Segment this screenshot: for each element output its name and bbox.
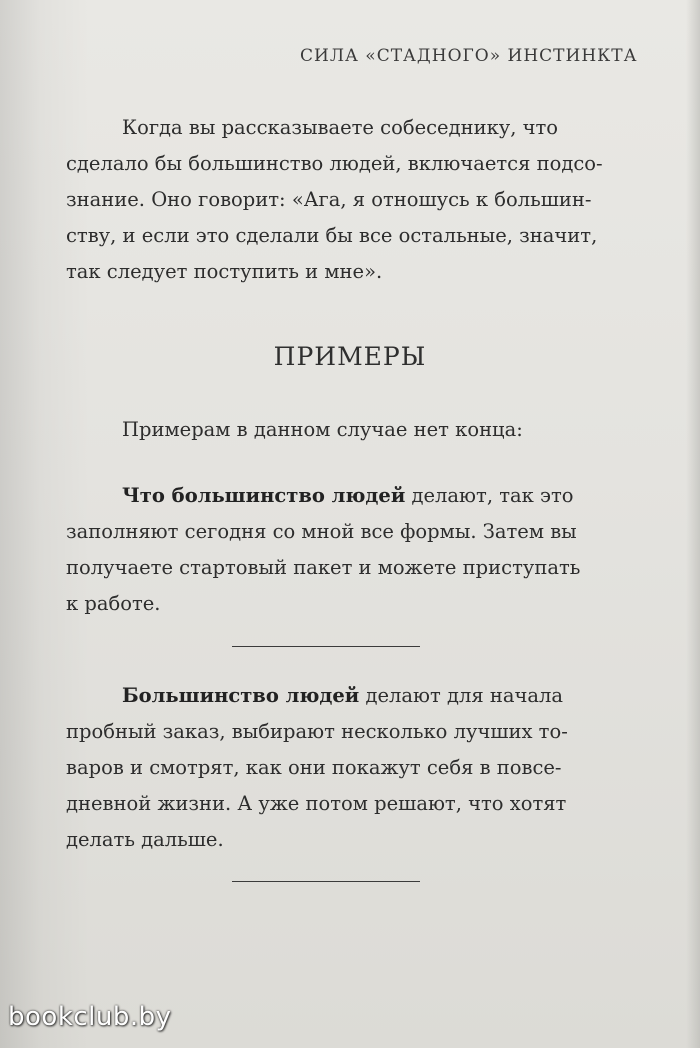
intro-line-1: Когда вы рассказываете собеседнику, что [122,116,559,139]
example-2 [66,678,612,858]
intro-line-2: сделало бы большинство людей, включается подсо- [66,152,603,175]
example-2-line-5: делать дальше. [66,828,224,851]
example-2-first-line [66,678,612,714]
example-1-line-2: заполняют сегодня со мной все формы. Затем вы [66,520,577,543]
examples-intro [66,412,612,448]
example-1 [66,478,612,622]
example-1-line-3: получаете стартовый пакет и можете приступать [66,556,581,579]
section-heading: ПРИМЕРЫ [273,342,427,371]
example-2-line-4: дневной жизни. А уже потом решают, что хотят [66,792,567,815]
intro-line-3: знание. Оно говорит: «Ага, я отношусь к большин- [66,188,592,211]
example-1-first-line [66,478,612,514]
separator-rule-2 [232,881,420,882]
running-head: СИЛА «СТАДНОГО» ИНСТИНКТА [300,46,638,66]
separator-rule-1 [232,646,420,647]
examples-intro-line: Примерам в данном случае нет конца: [122,418,523,441]
watermark-text: bookclub.by [8,1002,172,1032]
example-2-line-3: варов и смотрят, как они покажут себя в повсе- [66,756,562,779]
example-1-bold-lead: Что большинство людей [122,484,406,507]
intro-paragraph [66,110,612,290]
intro-line-5: так следует поступить и мне». [66,260,383,283]
example-2-bold-lead: Большинство людей [122,684,360,707]
example-1-line-4: к работе. [66,592,161,615]
intro-line-4: ству, и если это сделали бы все остальные, значит, [66,224,598,247]
example-1-line1-rest: делают, так это [405,484,574,507]
example-2-line-2: пробный заказ, выбирают несколько лучших то- [66,720,568,743]
page-edge-shadow [686,0,700,1048]
example-2-line1-rest: делают для начала [359,684,564,707]
